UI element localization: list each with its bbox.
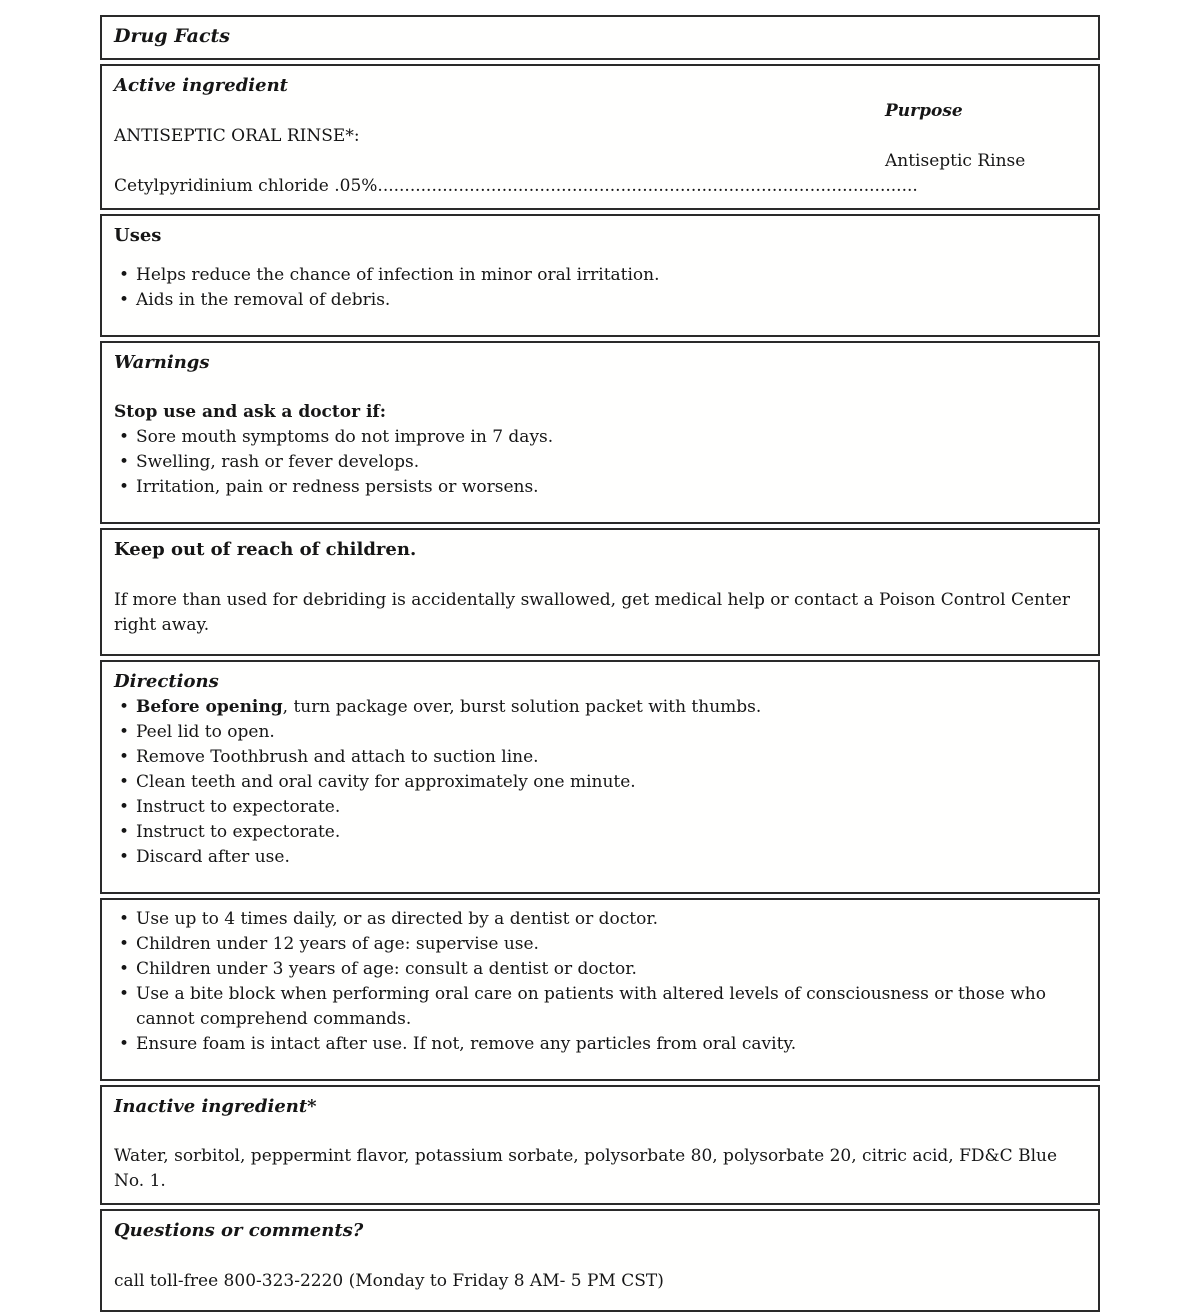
list-item: • Use up to 4 times daily, or as directed by a dentist or doctor. [114,907,1086,932]
purpose-value: Antiseptic Rinse [885,151,1026,172]
list-item: • Children under 12 years of age: supervise use. [114,932,1086,957]
warnings-heading: Warnings [114,351,210,373]
product-name: ANTISEPTIC ORAL RINSE*: [114,126,360,147]
active-ingredient-section [100,64,1100,210]
list-item: • Instruct to expectorate. [114,820,1086,845]
directions-list [114,695,1086,870]
questions-section [100,1209,1100,1311]
list-item: • Use a bite block when performing oral care on patients with altered levels of consciousness or those who cannot comprehend commands. [114,982,1086,1032]
list-item: • Helps reduce the chance of infection in minor oral irritation. [114,263,1086,288]
keep-out-section [100,528,1100,655]
list-item: • Discard after use. [114,845,1086,870]
drug-facts-title: Drug Facts [114,25,231,47]
list-item: • Instruct to expectorate. [114,795,1086,820]
directions-lead-rest: , turn package over, burst solution packet with thumbs. [282,697,762,717]
uses-section [100,214,1100,336]
uses-heading: Uses [114,225,162,247]
warnings-list [114,425,1086,500]
warnings-section [100,341,1100,524]
inactive-ingredient-section [100,1085,1100,1205]
usage-notes-list [114,907,1086,1057]
list-item: • Peel lid to open. [114,720,1086,745]
directions-bold-lead: Before opening [136,697,283,717]
uses-list [114,263,1086,313]
drug-facts-label [100,15,1100,1312]
inactive-ingredient-heading: Inactive ingredient* [114,1095,317,1117]
active-ingredient-heading: Active ingredient [114,74,288,96]
drug-facts-title-section [100,15,1100,60]
list-item: • Aids in the removal of debris. [114,288,1086,313]
inactive-ingredient-body: Water, sorbitol, peppermint flavor, potassium sorbate, polysorbate 80, polysorbate 20, citric acid, FD&C Blue No. 1. [114,1146,1058,1192]
usage-notes-section [100,898,1100,1081]
directions-heading: Directions [114,670,219,692]
list-item: • Ensure foam is intact after use. If not, remove any particles from oral cavity. [114,1032,1086,1057]
purpose-heading: Purpose [885,101,963,122]
keep-out-heading: Keep out of reach of children. [114,539,417,561]
keep-out-body: If more than used for debriding is accidentally swallowed, get medical help or contact a Poison Control Center right away. [114,589,1071,635]
questions-heading: Questions or comments? [114,1220,364,1242]
list-item: • Remove Toothbrush and attach to suction line. [114,745,1086,770]
list-item [114,695,1086,720]
list-item: • Clean teeth and oral cavity for approximately one minute. [114,770,1086,795]
warnings-subheading: Stop use and ask a doctor if: [114,402,387,423]
list-item: • Children under 3 years of age: consult a dentist or doctor. [114,957,1086,982]
list-item: • Irritation, pain or redness persists or worsens. [114,475,1086,500]
questions-body: call toll-free 800-323-2220 (Monday to Friday 8 AM- 5 PM CST) [114,1270,664,1291]
active-ingredient-line: Cetylpyridinium chloride .05%.................................................................................................... [114,176,918,197]
list-item: • Swelling, rash or fever develops. [114,450,1086,475]
list-item: • Sore mouth symptoms do not improve in 7 days. [114,425,1086,450]
directions-section [100,660,1100,894]
